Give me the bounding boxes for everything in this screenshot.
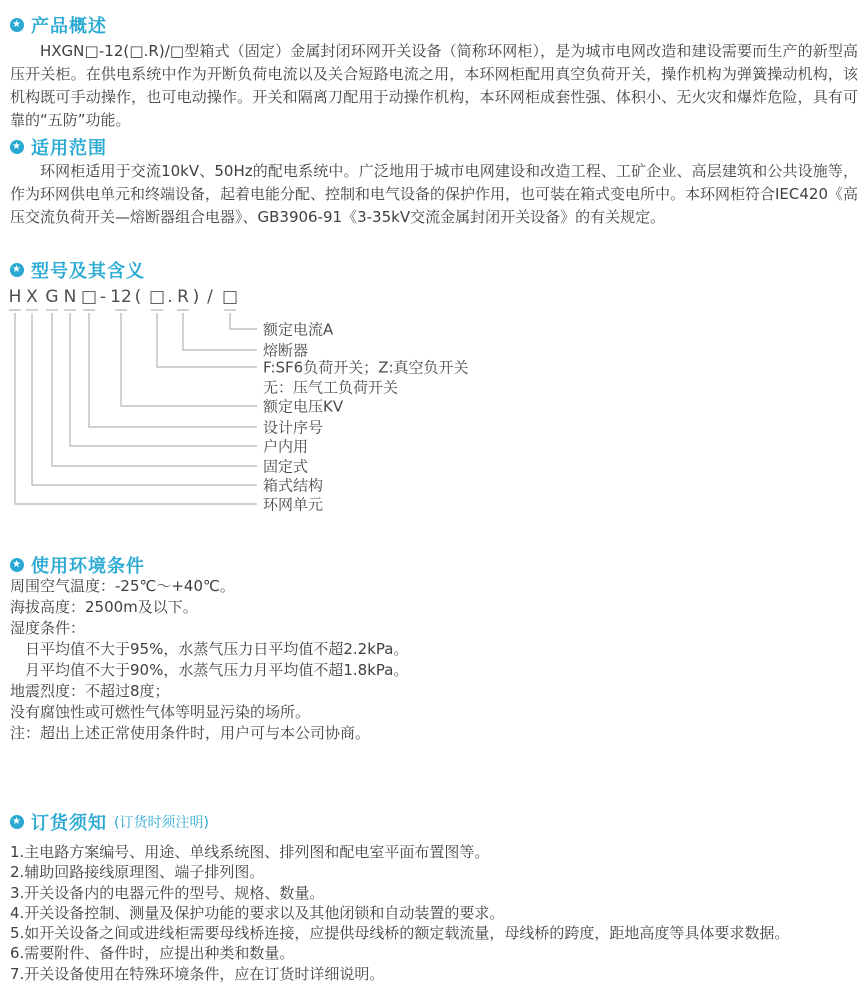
model-char: . (167, 287, 173, 307)
section-header-environment (10, 552, 145, 578)
model-char: N (63, 287, 77, 307)
model-meaning-label: 设计序号 (263, 418, 324, 437)
ordering-item: 3.开关设备内的电器元件的型号、规格、数量。 (10, 883, 325, 902)
ordering-item: 4.开关设备控制、测量及保护功能的要求以及其他闭锁和自动装置的要求。 (10, 903, 505, 922)
model-char: X (26, 287, 38, 307)
star-circle-icon: ★ (10, 263, 24, 277)
environment-condition-line: 注：超出上述正常使用条件时，用户可与本公司协商。 (10, 724, 371, 742)
section-header-model (10, 257, 145, 283)
section-title-overview: 产品概述 (31, 16, 107, 37)
scope-paragraph: 环网柜适用于交流10kV、50Hz的配电系统中。广泛地用于城市电网建设和改造工程、工矿企业、高层建筑和公共设施等，作为环网供电单元和终端设备，起着电能分配、控制和电气设备的保护作用，也可装在箱式变电所中。本环网柜符合IEC420《高压交流负荷开关—熔断器组合电器》、GB3906-91《3-35kV交流金属封闭开关设备》的有关规定。 (10, 162, 859, 226)
model-meaning-label: 额定电流A (263, 320, 334, 339)
model-char: □ (221, 287, 239, 307)
model-char: 12 (110, 287, 132, 307)
ordering-item: 6.需要附件、备件时，应提出种类和数量。 (10, 944, 295, 963)
star-circle-icon: ★ (10, 815, 24, 829)
model-meaning-label: 额定电压KV (263, 397, 344, 416)
model-char: - (99, 287, 107, 307)
ordering-items-list (10, 842, 858, 984)
environment-condition-line: 湿度条件： (10, 619, 86, 637)
environment-condition-line: 月平均值不大于90%，水蒸气压力月平均值不超1.8kPa。 (25, 661, 409, 679)
ordering-item: 2.辅助回路接线原理图、端子排列图。 (10, 863, 265, 882)
environment-condition-line: 周围空气温度：-25℃～+40℃。 (10, 577, 235, 595)
model-meaning-label: 熔断器 (263, 341, 309, 360)
model-char: □ (80, 287, 98, 307)
model-meaning-label: 环网单元 (263, 495, 324, 514)
star-circle-icon: ★ (10, 558, 24, 572)
model-char: ) (192, 287, 200, 307)
model-meaning-label: F:SF6负荷开关；Z:真空负开关 (263, 358, 469, 377)
model-meaning-label: 箱式结构 (263, 476, 324, 495)
environment-condition-line: 没有腐蚀性或可燃性气体等明显污染的场所。 (10, 703, 311, 721)
ordering-item: 5.如开关设备之间或进线柜需要母线桥连接，应提供母线桥的额定载流量，母线桥的跨度，距地高度等具体要求数据。 (10, 924, 790, 943)
model-designation-diagram (0, 287, 867, 519)
section-header-scope (10, 134, 107, 160)
environment-condition-line: 日平均值不大于95%，水蒸气压力日平均值不超2.2kPa。 (25, 640, 409, 658)
model-meaning-label: 户内用 (263, 437, 309, 456)
environment-condition-line: 海拔高度：2500m及以下。 (10, 598, 198, 616)
section-title-scope: 适用范围 (31, 138, 107, 159)
model-char: G (45, 287, 59, 307)
section-header-ordering (10, 809, 209, 835)
model-char: H (8, 287, 22, 307)
model-char: / (207, 287, 213, 307)
section-subtitle-ordering: (订货时须注明) (114, 815, 209, 831)
overview-paragraph: HXGN□-12(□.R)/□型箱式（固定）金属封闭环网开关设备（简称环网柜），是为城市电网改造和建设需要而生产的新型高压开关柜。在供电系统中作为开断负荷电流以及关合短路电流之用，本环网柜配用真空负荷开关，操作机构为弹簧操动机构，该机构既可手动操作，也可电动操作。开关和隔离刀配用于动操作机构，本环网柜成套性强、体积小、无火灾和爆炸危险，具有可靠的“五防”功能。 (10, 42, 858, 129)
model-char: R (177, 287, 189, 307)
environment-condition-line: 地震烈度：不超过8度； (10, 682, 170, 700)
model-diagram-lines (0, 287, 867, 519)
star-circle-icon: ★ (10, 140, 24, 154)
model-meaning-label: 固定式 (263, 457, 309, 476)
section-title-ordering: 订货须知 (31, 813, 107, 834)
section-title-model: 型号及其含义 (31, 261, 145, 282)
section-header-overview (10, 12, 107, 38)
model-meaning-label: 无：压气工负荷开关 (263, 378, 399, 397)
ordering-item: 1.主电路方案编号、用途、单线系统图、排列图和配电室平面布置图等。 (10, 843, 490, 861)
ordering-item: 7.开关设备使用在特殊环境条件，应在订货时详细说明。 (10, 964, 385, 983)
model-char: □ (148, 287, 166, 307)
star-circle-icon: ★ (10, 18, 24, 32)
model-char: ( (134, 287, 142, 307)
section-title-environment: 使用环境条件 (31, 556, 145, 577)
environment-conditions-list (10, 576, 858, 744)
